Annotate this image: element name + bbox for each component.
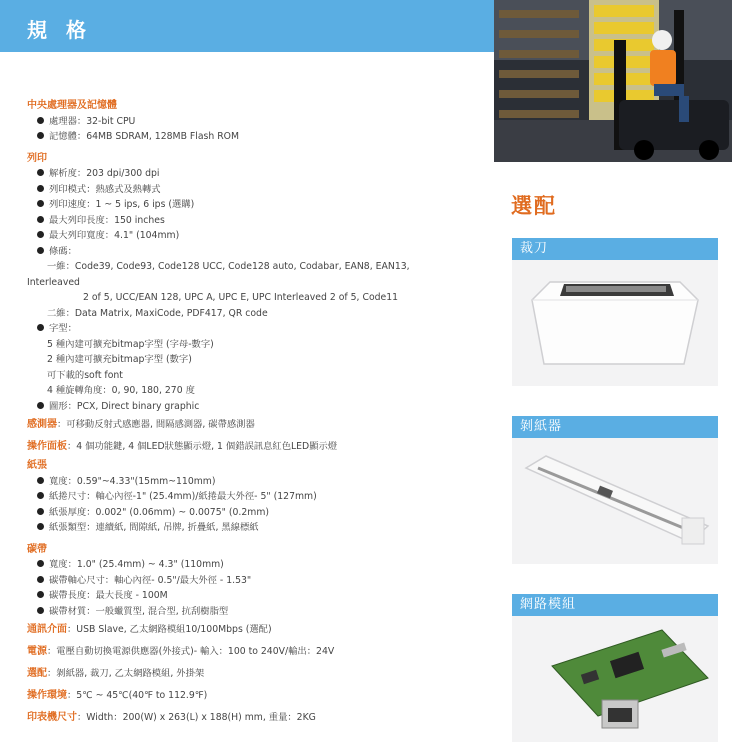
bullet-icon: [37, 402, 44, 409]
interface-row: 通訊介面：USB Slave, 乙太網路模組10/100Mbps (選配): [27, 624, 272, 635]
list-item: 碳帶長度：最大長度 - 100M: [27, 588, 482, 604]
bullet-icon: [37, 576, 44, 583]
list-item: 紙張類型：連續紙, 間隙紙, 吊牌, 折疊紙, 黑線標紙: [27, 520, 482, 536]
list-item: 列印模式：熱感式及熱轉式: [27, 182, 482, 198]
bullet-icon: [37, 231, 44, 238]
environment-row: 操作環境：5℃ ~ 45℃(40℉ to 112.9℉): [27, 690, 208, 701]
spec-content: [27, 98, 482, 729]
font-line: 5 種內建可擴充bitmap字型 (字母-數字): [47, 338, 214, 350]
bullet-icon: [37, 508, 44, 515]
section-title-print: 列印: [27, 152, 47, 164]
list-item: 字型：: [27, 321, 482, 337]
accessory-label-cutter: 裁刀: [512, 238, 718, 260]
sensor-row: 感測器：可移動反射式感應器, 間隔感測器, 碳帶感測器: [27, 419, 255, 430]
forklift-photo: [494, 0, 732, 162]
peeler-image: [512, 438, 718, 564]
barcode-1d: 一維：Code39, Code93, Code128 UCC, Code128 auto, Codabar, EAN8, EAN13,: [47, 261, 410, 272]
list-item: 最大列印寬度：4.1" (104mm): [27, 228, 482, 244]
list-item: 碳帶軸心尺寸：軸心內徑- 0.5"/最大外徑 - 1.53": [27, 573, 482, 589]
section-title-ribbon: 碳帶: [27, 543, 47, 555]
power-row: 電源：電壓自動切換電源供應器(外接式)- 輸入：100 to 240V/輸出：24V: [27, 646, 335, 657]
panel-row: 操作面板：4 個功能鍵, 4 個LED狀態顯示燈, 1 個錯誤訊息紅色LED顯示燈: [27, 441, 338, 452]
list-item: 圖形：PCX, Direct binary graphic: [27, 399, 482, 415]
list-item: 處理器：32-bit CPU: [27, 114, 482, 130]
bullet-icon: [37, 117, 44, 124]
list-item: 碳帶材質：一般蠟質型, 混合型, 抗刮樹脂型: [27, 604, 482, 620]
list-item: 列印速度：1 ~ 5 ips, 6 ips (選購): [27, 197, 482, 213]
header-banner: [0, 0, 494, 52]
size-row: 印表機尺寸：Width：200(W) x 263(L) x 188(H) mm, 重量：2KG: [27, 712, 316, 723]
bullet-icon: [37, 200, 44, 207]
accessories-title: 選配: [511, 194, 557, 218]
font-line: 可下載的soft font: [47, 369, 123, 381]
accessory-label-peeler: 剝紙器: [512, 416, 718, 438]
bullet-icon: [37, 247, 44, 254]
font-line: 4 種旋轉角度：0, 90, 180, 270 度: [47, 385, 195, 396]
bullet-icon: [37, 185, 44, 192]
options-row: 選配：剝紙器, 裁刀, 乙太網路模組, 外掛架: [27, 668, 205, 679]
list-item: 紙捲尺寸：軸心內徑-1" (25.4mm)/紙捲最大外徑- 5" (127mm): [27, 489, 482, 505]
list-item: 條碼：: [27, 244, 482, 260]
list-item: 寬度：1.0" (25.4mm) ~ 4.3" (110mm): [27, 557, 482, 573]
barcode-2d: 二維：Data Matrix, MaxiCode, PDF417, QR code: [47, 307, 268, 319]
accessory-label-network: 網路模組: [512, 594, 718, 616]
bullet-icon: [37, 492, 44, 499]
bullet-icon: [37, 324, 44, 331]
bullet-icon: [37, 523, 44, 530]
barcode-1d-cont: Interleaved: [27, 276, 80, 288]
bullet-icon: [37, 607, 44, 614]
list-item: 寬度：0.59"~4.33"(15mm~110mm): [27, 474, 482, 490]
bullet-icon: [37, 477, 44, 484]
section-title-paper: 紙張: [27, 460, 47, 471]
barcode-1d-cont: 2 of 5, UCC/EAN 128, UPC A, UPC E, UPC Interleaved 2 of 5, Code11: [83, 292, 399, 303]
font-line: 2 種內建可擴充bitmap字型 (數字): [47, 354, 192, 365]
bullet-icon: [37, 560, 44, 567]
bullet-icon: [37, 169, 44, 176]
list-item: 解析度：203 dpi/300 dpi: [27, 166, 482, 182]
list-item: 最大列印長度：150 inches: [27, 213, 482, 229]
section-title-cpu: 中央處理器及記憶體: [27, 100, 117, 111]
list-item: 記憶體：64MB SDRAM, 128MB Flash ROM: [27, 129, 482, 145]
bullet-icon: [37, 216, 44, 223]
list-item: 紙張厚度：0.002" (0.06mm) ~ 0.0075" (0.2mm): [27, 505, 482, 521]
bullet-icon: [37, 132, 44, 139]
network-module-image: [512, 616, 718, 742]
cutter-image: [512, 260, 718, 386]
page-title: 規 格: [27, 18, 92, 42]
bullet-icon: [37, 591, 44, 598]
